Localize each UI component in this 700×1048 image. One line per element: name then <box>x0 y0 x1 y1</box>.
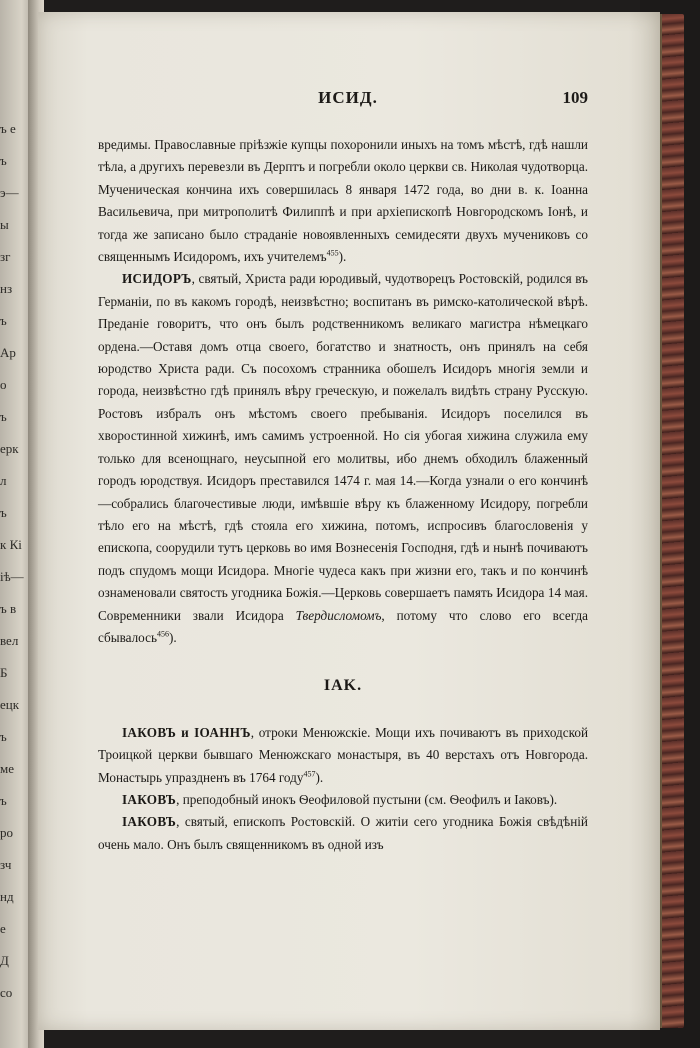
section-heading: IAK. <box>323 677 363 695</box>
page-body <box>98 134 588 856</box>
entry-headword: ІАКОВЪ <box>122 814 177 830</box>
facing-page-text-fragment: ерк <box>0 441 19 456</box>
facing-page-text-fragment: ъ е <box>0 121 16 136</box>
facing-page-text-fragment: Д <box>0 953 9 968</box>
facing-page-text-fragment: ъ <box>0 793 7 808</box>
facing-page-text-fragment: со <box>0 985 13 1000</box>
paragraph-1 <box>98 134 588 268</box>
entry-iakov-ioann <box>98 722 588 789</box>
facing-page-text-fragment: ъ <box>0 313 7 328</box>
entry-headword: ИСИДОРЪ <box>122 271 192 287</box>
paragraph-text: , святый, Христа ради юродивый, чудотворецъ Ростовскій, родился въ Германіи, по въ какомъ городѣ, неизвѣстно; воспитанъ въ римско-католической вѣрѣ. Преданіе говоритъ, что онъ былъ родственникомъ великаго магистра нѣмецкаго ордена.—Оставя домъ отца своего, богатство и знатность, онъ принялъ на себя юродство Христа ради. Съ посохомъ странника обошелъ Исидоръ многія земли и города, неизвѣстно гдѣ принялъ вѣру греческую, и пожелалъ видѣть страну Русскую. Ростовъ избралъ онъ мѣстомъ своего пребыванія. Исидоръ поселился въ хворостинной хижинѣ, имъ самимъ устроенной. Но сія убогая хижина служила ему только для всенощнаго, неусыпной его молитвы, ибо днемъ обходилъ блаженный городъ юродствуя. Исидоръ преставился 1474 г. мая 14.—Когда узнали о его кончинѣ—собрались благочестивые люди, имѣвшіе вѣру къ блаженному Исидору, погребли тѣло его на мѣстѣ, гдѣ стояла его хижина, потомъ, испросивъ благословенія у епископа, соорудили тутъ церковь во имя Вознесенія Господня, гдѣ и нынѣ почиваютъ подъ спудомъ мощи Исидора. Многіе чудеса какъ при жизни его, такъ и по кончинѣ ознаменовали святость угодника Божія.—Церковь совершаетъ память Исидора 14 мая. Современники звали Исидора <box>98 271 588 623</box>
entry-headword: ІАКОВЪ <box>122 791 177 807</box>
facing-page-text-fragment: ме <box>0 761 14 776</box>
facing-page-text-fragment: вел <box>0 633 19 648</box>
facing-page-text-fragment: к Кі <box>0 537 22 552</box>
facing-page-text-fragment: е <box>0 921 6 936</box>
entry-headword: ІАКОВЪ и ІОАННЪ <box>122 724 251 740</box>
facing-page-text-fragment: ъ <box>0 729 7 744</box>
paragraph-text: вредимы. Православные пріѣзжіе купцы похоронили иныхъ на томъ мѣстѣ, гдѣ нашли тѣла, а другихъ перевезли въ Дерптъ и погребли около церкви св. Николая чудотворца. Мученическая кончина ихъ совершилась 8 января 1472 года, во дни в. к. Іоанна Васильевича, при митрополитѣ Филиппѣ и при архіепископѣ Новгородскомъ Іонѣ, и тогда же записано было страданіе новоявленныхъ семидесяти двухъ мучениковъ со священнымъ Исидоромъ, ихъ учителемъ <box>98 137 588 265</box>
facing-page-text-fragment: зч <box>0 857 12 872</box>
facing-page-text-fragment: ъ <box>0 409 7 424</box>
facing-page-text-fragment: л <box>0 473 7 488</box>
italic-term: Твердисломомъ <box>295 607 382 623</box>
paragraph-text: , отроки Менюжскіе. Мощи ихъ почиваютъ въ приходской Троицкой церкви бывшаго Менюжскаго монастыря, въ 40 верстахъ отъ Новгорода. Монастырь упраздненъ въ 1764 году <box>98 724 588 785</box>
paragraph-text: , потому что слово его всегда сбывалось <box>98 607 589 645</box>
facing-page-text-fragment: нз <box>0 281 13 296</box>
running-head: ИСИД. <box>318 88 378 107</box>
facing-page-text-fragment: іѣ— <box>0 569 24 584</box>
facing-page-text-fragment: нд <box>0 889 14 904</box>
paragraph-text: , преподобный инокъ Ѳеофиловой пустыни (см. Ѳеофилъ и Іаковъ). <box>176 791 558 807</box>
facing-page-text-fragment: ы <box>0 217 9 232</box>
footnote-ref: 457 <box>303 769 316 779</box>
facing-page-text-fragment: зг <box>0 249 11 264</box>
page-header <box>108 88 588 112</box>
facing-page-text-fragment: Б <box>0 665 8 680</box>
paragraph-tail: ). <box>315 769 324 785</box>
facing-page-text-fragment: э— <box>0 185 19 200</box>
paragraph-tail: ). <box>168 629 177 645</box>
facing-page-text-fragment: ъ <box>0 505 7 520</box>
entry-iakov-episkop <box>98 811 588 856</box>
footnote-ref: 456 <box>156 629 169 639</box>
facing-page-text-fragment: Ар <box>0 345 16 360</box>
entry-isidor <box>98 268 588 649</box>
paragraph-tail: ). <box>338 249 347 265</box>
page-number: 109 <box>562 88 588 107</box>
facing-page-text-fragment: о <box>0 377 7 392</box>
facing-page-text-fragment: ъ <box>0 153 7 168</box>
book-page <box>38 12 660 1030</box>
facing-page-text-fragment: ро <box>0 825 13 840</box>
facing-page-text-fragment: ъ в <box>0 601 17 616</box>
paragraph-text: , святый, епископъ Ростовскій. О житіи сего угодника Божія свѣдѣній очень мало. Онъ былъ священникомъ въ одной изъ <box>98 814 588 852</box>
footnote-ref: 455 <box>326 248 339 258</box>
entry-iakov-inok <box>98 789 588 811</box>
facing-page-text-fragment: ецк <box>0 697 20 712</box>
